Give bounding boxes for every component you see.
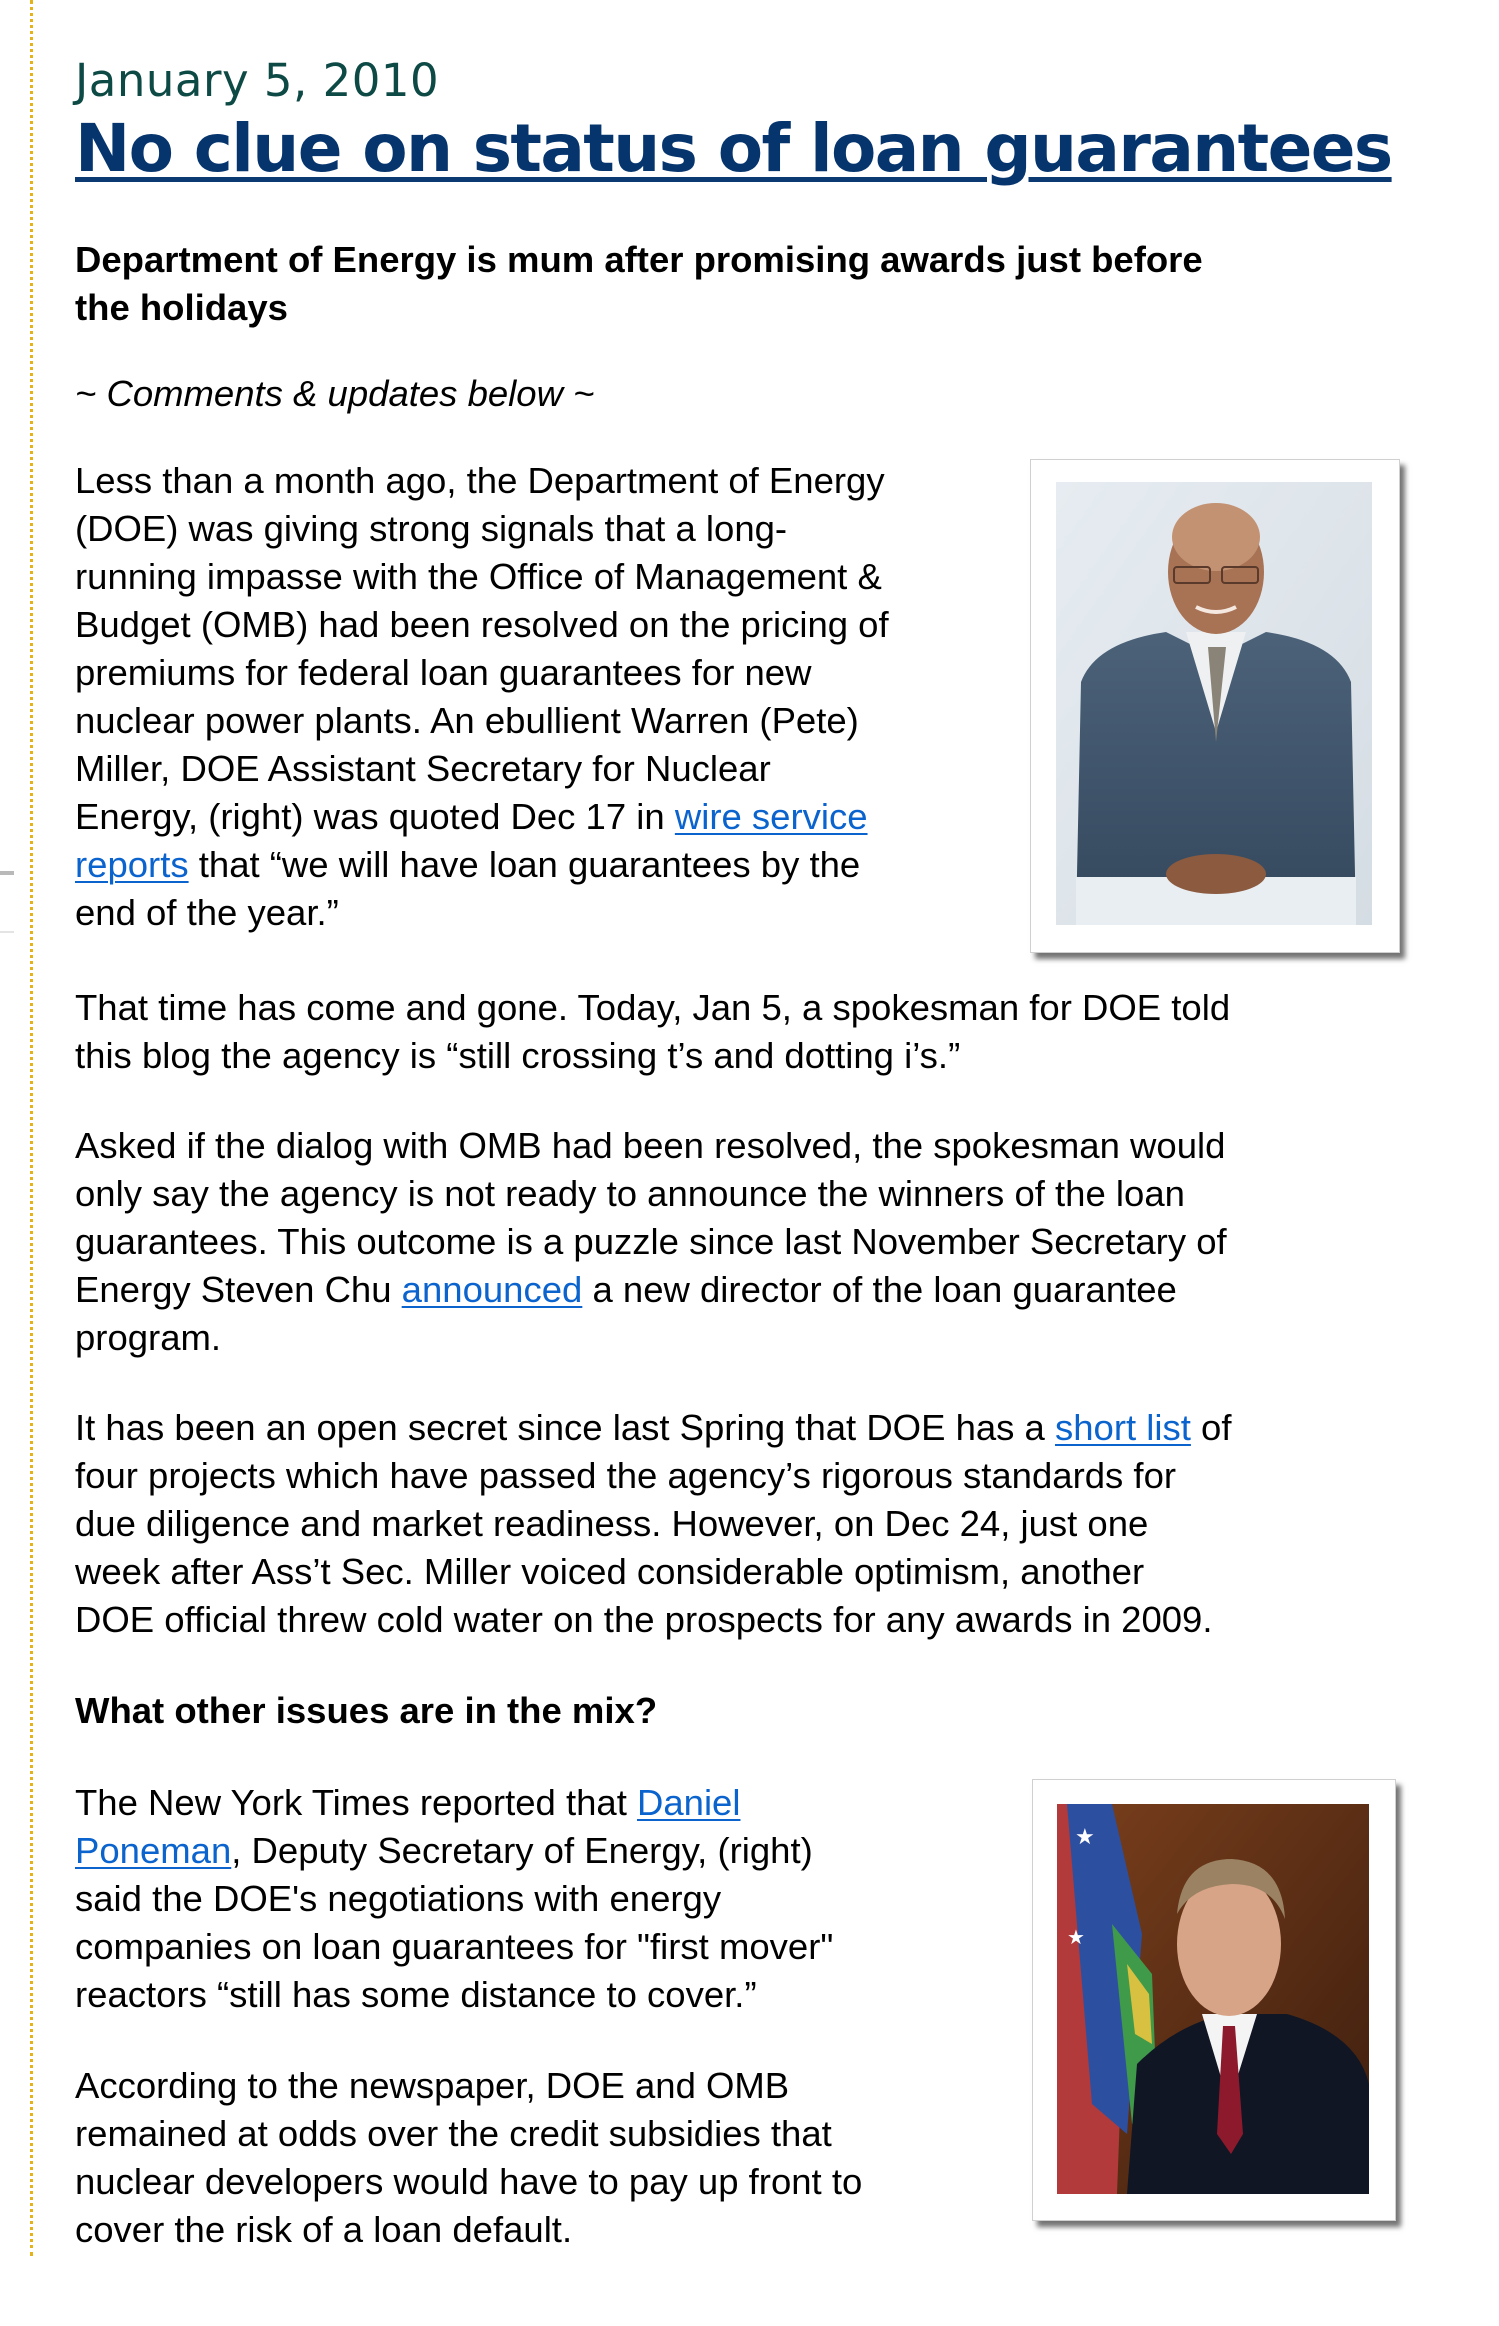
text-line: That time has come and gone. Today, Jan 5, a spokesman for DOE told — [75, 987, 1231, 1028]
text-line — [75, 1779, 740, 1827]
wire-service-reports-link[interactable]: wire service — [674, 796, 868, 837]
post-title-link[interactable]: No clue on status of loan guarantees — [75, 110, 1392, 187]
short-list-link[interactable]: short list — [1055, 1407, 1191, 1448]
svg-text:★: ★ — [1075, 1825, 1095, 1850]
text-line: only say the agency is not ready to announce the winners of the loan — [75, 1173, 1185, 1214]
text-segment: of — [1190, 1407, 1232, 1448]
photo-miller — [1056, 482, 1372, 925]
text-line: Less than a month ago, the Department of Energy — [75, 460, 885, 501]
sidebar-edge-mark-faint — [0, 931, 14, 933]
text-line: end of the year.” — [75, 892, 339, 933]
text-line: program. — [75, 1317, 222, 1358]
svg-text:★: ★ — [1067, 1925, 1085, 1949]
photo-frame-miller — [1030, 459, 1400, 953]
text-line: Asked if the dialog with OMB had been resolved, the spokesman would — [75, 1125, 1226, 1166]
post-date: January 5, 2010 — [75, 54, 440, 107]
text-line: premiums for federal loan guarantees for new — [75, 652, 812, 693]
text-line: week after Ass’t Sec. Miller voiced considerable optimism, another — [75, 1551, 1145, 1592]
text-line: nuclear developers would have to pay up front to — [75, 2161, 863, 2202]
text-line: due diligence and market readiness. However, on Dec 24, just one — [75, 1503, 1149, 1544]
text-line: this blog the agency is “still crossing t’s and dotting i’s.” — [75, 1035, 961, 1076]
post-subtitle-line-1: Department of Energy is mum after promising awards just before — [75, 239, 1203, 280]
text-line: running impasse with the Office of Management & — [75, 556, 882, 597]
text-line: remained at odds over the credit subsidies that — [75, 2113, 832, 2154]
text-line: Miller, DOE Assistant Secretary for Nuclear — [75, 748, 771, 789]
text-line: companies on loan guarantees for "first mover" — [75, 1926, 834, 1967]
text-line — [75, 841, 860, 889]
text-line: guarantees. This outcome is a puzzle since last November Secretary of — [75, 1221, 1227, 1262]
text-line: four projects which have passed the agency’s rigorous standards for — [75, 1455, 1177, 1496]
left-dotted-border — [30, 0, 33, 2256]
text-line: said the DOE's negotiations with energy — [75, 1878, 722, 1919]
text-line: cover the risk of a loan default. — [75, 2209, 573, 2250]
text-line: DOE official threw cold water on the prospects for any awards in 2009. — [75, 1599, 1213, 1640]
text-line: (DOE) was giving strong signals that a long- — [75, 508, 788, 549]
text-segment: Energy Steven Chu — [75, 1269, 402, 1310]
post-subtitle-line-2: the holidays — [75, 287, 288, 328]
text-segment: It has been an open secret since last Spring that DOE has a — [75, 1407, 1055, 1448]
announced-link[interactable]: announced — [401, 1269, 583, 1310]
text-line: According to the newspaper, DOE and OMB — [75, 2065, 790, 2106]
text-line — [75, 1827, 813, 1875]
text-line: nuclear power plants. An ebullient Warren (Pete) — [75, 700, 859, 741]
text-segment: that “we will have loan guarantees by the — [188, 844, 861, 885]
text-segment: The New York Times reported that — [75, 1782, 637, 1823]
daniel-poneman-link-cont[interactable]: Poneman — [75, 1830, 232, 1871]
updates-note: ~ Comments & updates below ~ — [75, 373, 595, 414]
text-line — [75, 793, 868, 841]
text-line — [75, 1266, 1177, 1314]
text-segment: , Deputy Secretary of Energy, (right) — [231, 1830, 813, 1871]
text-segment: Energy, (right) was quoted Dec 17 in — [75, 796, 675, 837]
text-line: reactors “still has some distance to cover.” — [75, 1974, 757, 2015]
text-line: Budget (OMB) had been resolved on the pricing of — [75, 604, 889, 645]
sidebar-edge-mark — [0, 871, 14, 875]
text-segment: a new director of the loan guarantee — [582, 1269, 1177, 1310]
photo-frame-poneman — [1032, 1779, 1396, 2221]
photo-poneman — [1057, 1804, 1369, 2194]
wire-service-reports-link-cont[interactable]: reports — [75, 844, 189, 885]
daniel-poneman-link[interactable]: Daniel — [636, 1782, 741, 1823]
text-line — [75, 1404, 1232, 1452]
section-subheading: What other issues are in the mix? — [75, 1690, 658, 1731]
